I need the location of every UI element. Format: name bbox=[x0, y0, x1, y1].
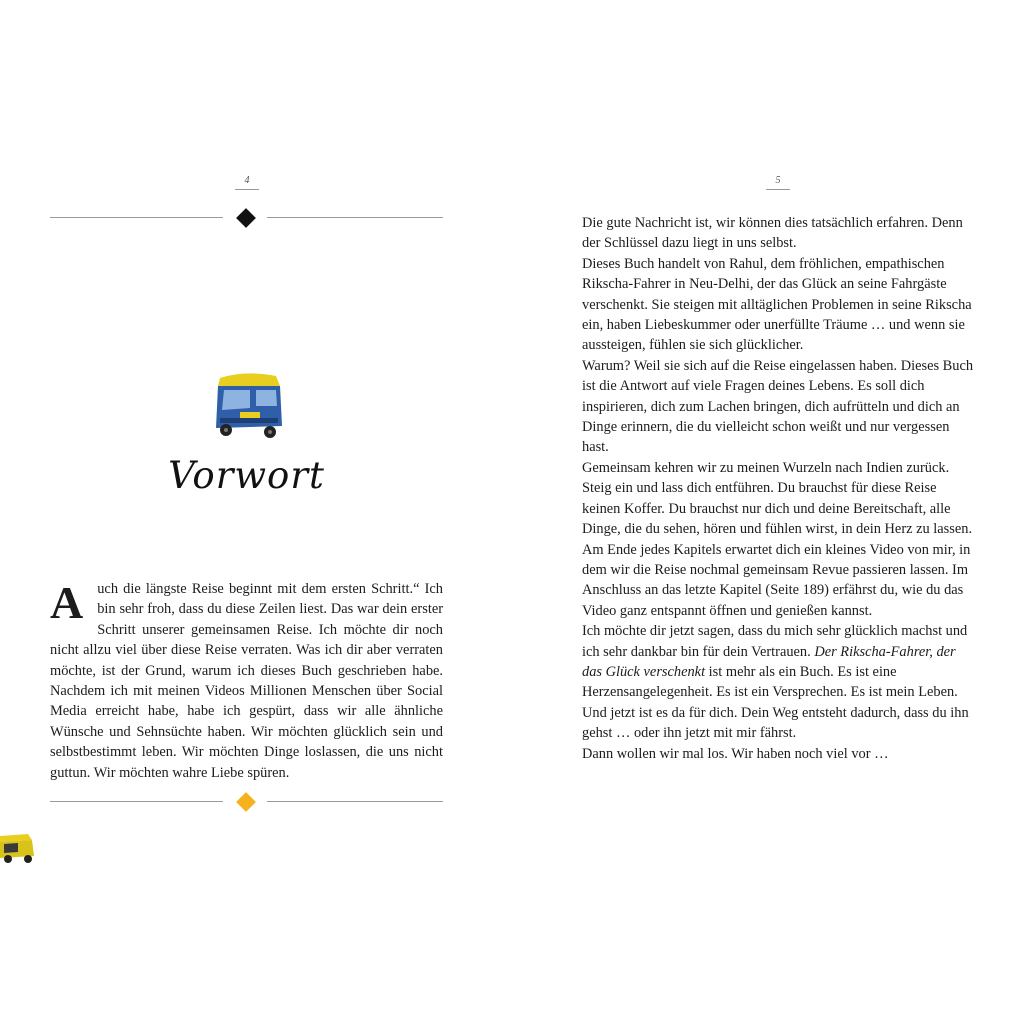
bottom-ornament-diamond-icon bbox=[236, 792, 256, 812]
small-rickshaw-icon bbox=[0, 832, 36, 864]
bottom-ornament-rule-left bbox=[50, 801, 223, 802]
paragraph: Die gute Nachricht ist, wir können dies tatsächlich erfahren. Denn der Schlüssel dazu liegt in uns selbst. bbox=[582, 215, 963, 252]
chapter-title: Vorwort bbox=[168, 454, 325, 497]
paragraph: Dieses Buch handelt von Rahul, dem fröhlichen, empathischen Rikscha-Fahrer in Neu-Delhi, der das Glück an seine Fahrgäste verschenkt. Sie steigen mit alltäglichen Problemen in seine Rikscha ein, haben Liebeskummer oder unerfüllte Träume … und wenn sie aussteigen, fühlen sie sich glücklicher. bbox=[582, 255, 972, 354]
foreword-intro bbox=[50, 579, 443, 783]
text-segment: ist mehr als ein Buch. Es ist eine Herzensangelegenheit. Es ist ein Versprechen. Es ist mein Leben. Und jetzt ist es da für dich. Dein Weg entsteht dadurch, dass du ihn gehst … oder ihn jetzt mit mir fährst. bbox=[582, 663, 969, 742]
drop-cap: A bbox=[50, 577, 84, 628]
foreword-body bbox=[582, 213, 976, 764]
intro-paragraph: uch die längste Reise beginnt mit dem ersten Schritt.“ Ich bin sehr froh, dass du diese Zeilen liest. Das war dein erster Schritt unserer gemeinsamen Reise. Ich möchte dir noch nicht allzu viel über diese Reise verraten. Was ich dir aber verraten möchte, ist der Grund, warum ich dieses Buch geschrieben habe. Nachdem ich mit meinen Videos Millionen Menschen über Social Media erreicht habe, habe ich gespürt, dass wir alle ähnliche Wünsche und Sehnsüchte haben. Wir möchten glücklich sein und selbstbestimmt leben. Wir möchten Dinge loslassen, die uns nicht guttun. Wir möchten wahre Liebe spüren. bbox=[50, 581, 443, 781]
paragraph-with-book-title bbox=[582, 621, 976, 743]
closing-line: Dann wollen wir mal los. Wir haben noch viel vor … bbox=[582, 745, 889, 762]
right-page-number: 5 bbox=[766, 175, 790, 190]
rickshaw-illustration-icon bbox=[210, 370, 284, 440]
bottom-ornament-rule-right bbox=[267, 801, 443, 802]
top-ornament-rule-right bbox=[267, 217, 443, 218]
paragraph: Gemeinsam kehren wir zu meinen Wurzeln nach Indien zurück. Steig ein und lass dich entführen. Du brauchst für diese Reise keinen Koffer. Du brauchst nur dich und deine Bereitschaft, alle Dinge, die du sehen, hören und fühlen wirst, in dein Herz zu lassen. Am Ende jedes Kapitels erwartet dich ein kleines Video von mir, in dem wir die Reise nochmal gemeinsam Revue passieren lassen. Im Anschluss an das letzte Kapitel (Seite 189) erfährst du, wie du das Video ganz entspannt öffnen und genießen kannst. bbox=[582, 459, 973, 619]
book-title: Der Rikscha-Fahrer, der das Glück verschenkt bbox=[582, 643, 956, 680]
top-ornament-diamond-icon bbox=[236, 208, 256, 228]
paragraph: Warum? Weil sie sich auf die Reise eingelassen haben. Dieses Buch ist die Antwort auf viele Fragen deines Lebens. Es soll dich inspirieren, dich zum Lachen bringen, dich aufrütteln und dich an Dinge erinnern, die du vielleicht schon weißt und nur vergessen hast. bbox=[582, 357, 974, 456]
text-segment: Ich möchte dir jetzt sagen, dass du mich sehr glücklich machst und ich sehr dankbar bin für dein Vertrauen. bbox=[582, 623, 968, 660]
top-ornament-rule-left bbox=[50, 217, 223, 218]
left-page-number: 4 bbox=[235, 175, 259, 190]
